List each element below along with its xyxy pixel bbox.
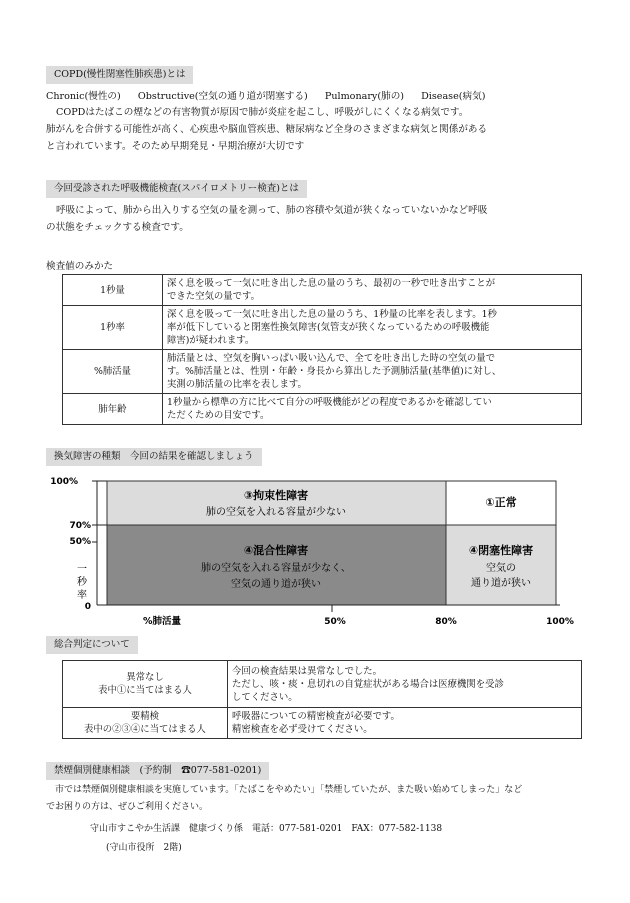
values-desc-line: 実測の肺活量の比率を表します。 [167,379,307,390]
values-desc-line: できた空気の量です。 [167,291,260,302]
judgment-label-line: 異常なし [126,672,164,683]
region-obstructive-desc: 通り道が狭い [471,578,531,589]
region-obstructive-title: ④閉塞性障害 [468,544,534,557]
values-heading: 検査値のみかた [46,261,114,272]
x-tick-80: 80% [435,617,457,627]
x-tick-50: 50% [324,617,346,627]
judgment-label-line: 表中の②③④に当てはまる人 [84,724,206,735]
table-row [63,394,582,425]
values-table [62,274,582,425]
values-desc [163,394,582,425]
consult-line-2: でお困りの方は、ぜひご利用ください。 [46,802,209,812]
table-row [63,708,582,739]
copd-term-pulmonary: Pulmonary(肺の) [324,91,405,102]
consult-heading: 禁煙個別健康相談 (予約制 ☎077-581-0201) [46,762,269,780]
table-row [63,275,582,306]
region-mixed-title: ④混合性障害 [243,544,309,557]
values-desc-line: 肺活量とは、空気を胸いっぱい吸い込んで、全てを吐き出した時の空気の量で [167,353,495,364]
consult-contact: 守山市すこやか生活課 健康づくり係 電話：077-581-0201 FAX：077-582-1138 [90,824,443,834]
y-tick-70: 70% [69,521,91,531]
y-label-char: 一 [77,564,87,575]
copd-description [46,104,591,155]
copd-line-1: COPDはたばこの煙などの有害物質が原因で肺が炎症を起こし、呼吸がしにくくなる病気です。 [56,107,469,118]
y-tick-50: 50% [69,537,91,547]
spiro-line-2: の状態をチェックする検査です。 [46,222,189,233]
values-desc-line: ただくための目安です。 [167,410,270,421]
chart-heading: 換気障害の種類 今回の結果を確認しましょう [46,448,262,466]
judgment-table [62,660,582,739]
consult-description [46,782,522,816]
values-desc-line: 率が低下していると閉塞性換気障害(気管支が狭くなっているための呼吸機能 [167,322,490,333]
copd-term-chronic: Chronic(慢性の) [46,91,121,102]
copd-line-2: 肺がんを合併する可能性が高く、心疾患や脳血管疾患、糖尿病など全身のさまざまな病気と関係がある [46,124,488,135]
judgment-desc [228,661,582,708]
table-row [63,661,582,708]
values-desc-line: 障害)が疑われます。 [167,335,255,346]
values-desc-line: 深く息を吸って一気に吐き出した息の量のうち、最初の一秒で吐き出すことが [167,278,496,289]
values-desc-line: 深く息を吸って一気に吐き出した息の量のうち、1秒量の比率を表します。1秒 [167,309,497,320]
judgment-label-line: 要精検 [130,711,160,722]
consult-line-1: 市では禁煙個別健康相談を実施しています。「たばこをやめたい」「禁煙していたが、また吸い始めてしまった」など [55,785,523,795]
region-obstructive-desc: 空気の [486,563,516,574]
judgment-label [63,661,228,708]
x-label: %肺活量 [143,616,182,627]
judgment-heading: 総合判定について [46,636,138,654]
copd-heading: COPD(慢性閉塞性肺疾患)とは [46,66,193,84]
judgment-desc [228,708,582,739]
values-desc-line: 1秒量から標準の方に比べて自分の呼吸機能がどの程度であるかを確認してい [167,397,492,408]
region-restrictive [107,481,446,525]
consult-office: (守山市役所 2階) [106,843,182,853]
spiro-line-1: 呼吸によって、肺から出入りする空気の量を測って、肺の容積や気道が狭くなっていないかなど呼吸 [56,205,488,216]
judgment-desc-line: ただし、咳・痰・息切れの自覚症状がある場合は医療機関を受診 [232,678,504,690]
values-desc [163,306,582,350]
x-tick-100: 100% [546,617,574,627]
judgment-desc-line: 呼吸器についての精密検査が必要です。 [232,711,400,722]
region-mixed-desc: 肺の空気を入れる容量が少なく、 [201,563,351,574]
values-term: 1秒率 [63,306,163,350]
y-tick-100: 100% [50,477,78,487]
table-row [63,350,582,394]
judgment-desc-line: 精密検査を必ず受けてください。 [232,724,373,735]
judgment-label [63,708,228,739]
ventilation-diagram [0,472,630,637]
values-desc [163,350,582,394]
spiro-heading: 今回受診された呼吸機能検査(スパイロメトリー検査)とは [46,180,307,198]
judgment-label-line: 表中①に当てはまる人 [98,685,192,696]
copd-line-3: と言われています。そのため早期発見・早期治療が大切です [46,141,305,152]
region-restrictive-desc: 肺の空気を入れる容量が少ない [206,507,346,518]
values-term: 肺年齢 [63,394,163,425]
table-row [63,306,582,350]
judgment-desc-line: してください。 [232,691,298,703]
judgment-desc-line: 今回の検査結果は異常なしでした。 [232,665,383,677]
copd-term-obstructive: Obstructive(空気の通り道が閉塞する) [137,91,308,102]
region-normal-title: ①正常 [485,496,517,509]
values-desc-line: す。%肺活量とは、性別・年齢・身長から算出した予測肺活量(基準値)に対し、 [167,366,502,377]
spiro-description [46,202,591,236]
values-term: %肺活量 [63,350,163,394]
values-desc [163,275,582,306]
copd-term-disease: Disease(病気) [421,91,486,102]
region-mixed-desc: 空気の通り道が狭い [231,579,321,590]
y-tick-0: 0 [84,602,91,612]
values-term: 1秒量 [63,275,163,306]
copd-terms [46,88,485,102]
region-restrictive-title: ③拘束性障害 [243,489,309,502]
y-label-char: 率 [77,590,87,601]
y-label-char: 秒 [77,577,87,588]
